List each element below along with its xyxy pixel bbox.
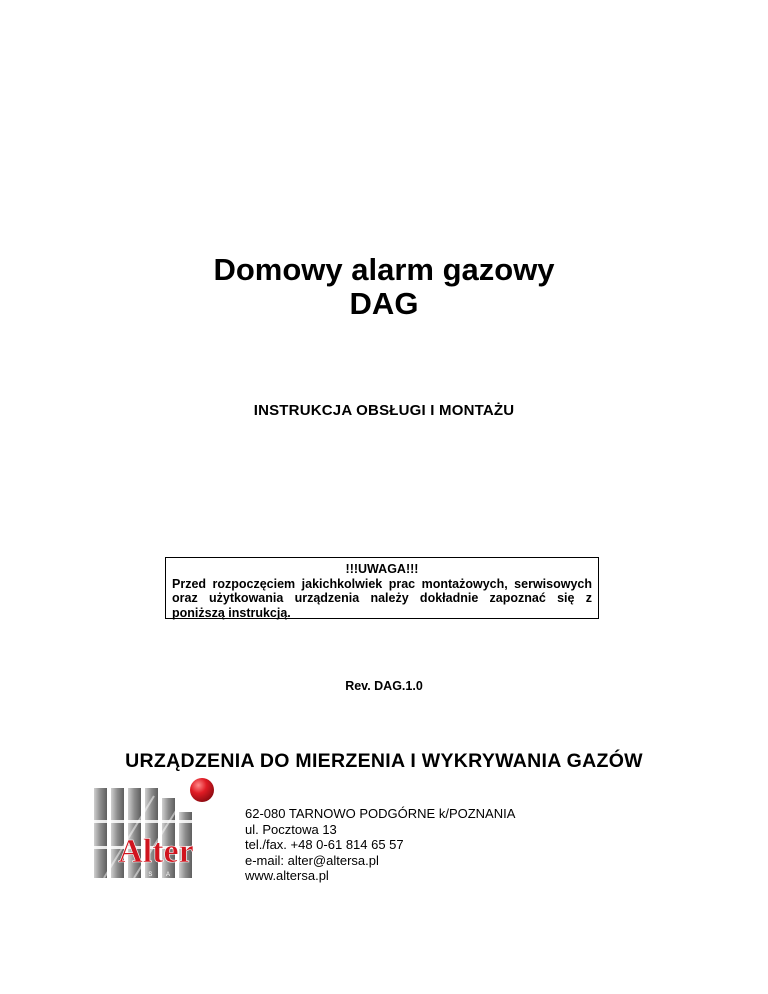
warning-heading: !!!UWAGA!!! xyxy=(345,562,419,576)
document-subtitle: INSTRUKCJA OBSŁUGI I MONTAŻU xyxy=(253,402,515,419)
company-tagline: URZĄDZENIA DO MIERZENIA I WYKRYWANIA GAZÓW xyxy=(125,750,643,772)
logo-text: Alter xyxy=(118,833,194,870)
logo-suffix: S.A. xyxy=(148,872,184,878)
document-model: DAG xyxy=(349,286,419,321)
alter-logo xyxy=(94,776,218,880)
warning-text: Przed rozpoczęciem jakichkolwiek prac montażowych, serwisowych oraz użytkowania urządzenia należy dokładnie zapoznać się z poniższą instrukcją. xyxy=(172,576,592,620)
website: www.altersa.pl xyxy=(245,868,329,883)
address-line-2: ul. Pocztowa 13 xyxy=(245,821,337,837)
phone-fax: tel./fax. +48 0-61 814 65 57 xyxy=(245,837,404,852)
address-line-1: 62-080 TARNOWO PODGÓRNE k/POZNANIA xyxy=(245,806,516,821)
revision-label: Rev. DAG.1.0 xyxy=(345,679,423,693)
email: e-mail: alter@altersa.pl xyxy=(245,852,379,868)
warning-box xyxy=(165,557,599,619)
logo-ball-icon xyxy=(190,778,214,802)
contact-block xyxy=(245,806,515,884)
document-title: Domowy alarm gazowy xyxy=(213,252,555,287)
